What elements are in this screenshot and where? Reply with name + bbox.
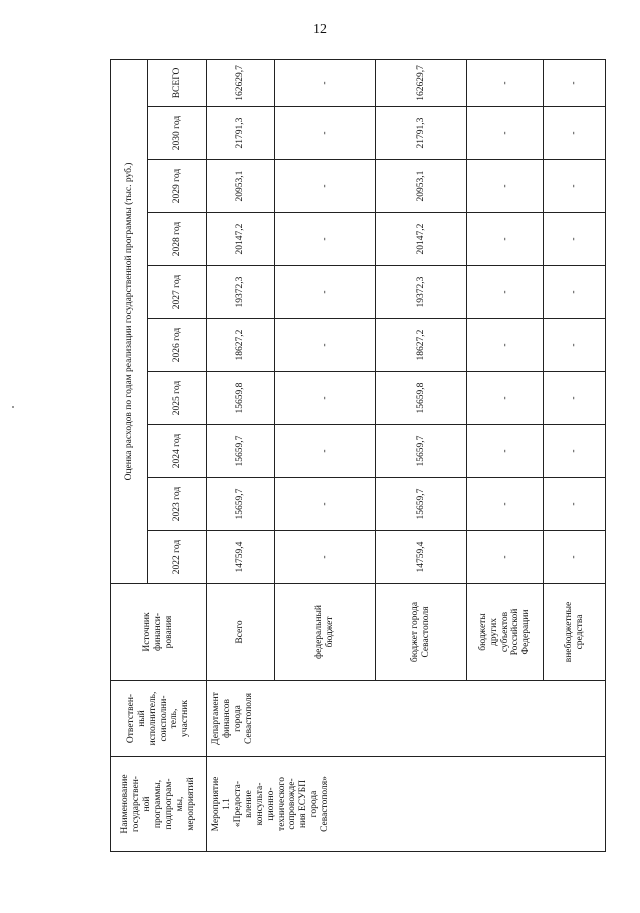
- value-cell: 162629,7: [376, 59, 467, 106]
- value-cell: -: [467, 319, 544, 372]
- value-cell: -: [275, 59, 376, 106]
- value-cell: -: [544, 478, 606, 531]
- value-cell: -: [275, 160, 376, 213]
- value-cell: -: [275, 531, 376, 584]
- value-cell: -: [544, 59, 606, 106]
- value-cell: -: [544, 531, 606, 584]
- header-year: 2027 год: [148, 266, 207, 319]
- header-year: 2024 год: [148, 425, 207, 478]
- header-year: 2022 год: [148, 531, 207, 584]
- header-year: 2030 год: [148, 107, 207, 160]
- value-cell: -: [467, 478, 544, 531]
- value-cell: -: [467, 59, 544, 106]
- value-cell: 15659,8: [207, 372, 275, 425]
- header-estimate: Оценка расходов по годам реализации государственной программы (тыс. руб.): [111, 59, 148, 583]
- rotated-table-container: [110, 60, 605, 852]
- page-number: 12: [313, 22, 327, 37]
- header-total: ВСЕГО: [148, 59, 207, 106]
- header-year: 2023 год: [148, 478, 207, 531]
- value-cell: -: [467, 213, 544, 266]
- value-cell: 20953,1: [207, 160, 275, 213]
- header-name: Наименование государствен- ной программы, подпрограм- мы, мероприятий: [111, 757, 207, 852]
- source-cell: бюджет города Севастополя: [376, 584, 467, 681]
- value-cell: 21791,3: [376, 107, 467, 160]
- value-cell: -: [275, 266, 376, 319]
- value-cell: 14759,4: [207, 531, 275, 584]
- value-cell: 18627,2: [207, 319, 275, 372]
- value-cell: 19372,3: [207, 266, 275, 319]
- value-cell: -: [467, 372, 544, 425]
- value-cell: 15659,7: [376, 425, 467, 478]
- header-row-1: [111, 59, 148, 851]
- event-responsible: Департамент финансов города Севастополя: [207, 681, 606, 757]
- value-cell: -: [467, 531, 544, 584]
- value-cell: -: [275, 213, 376, 266]
- event-name: Мероприятие 1.1 «Предоста- вление консульта- ционно- технического сопровожде- ния ЕСУБП города Севастополя»: [207, 757, 606, 852]
- value-cell: -: [275, 107, 376, 160]
- value-cell: 19372,3: [376, 266, 467, 319]
- value-cell: 162629,7: [207, 59, 275, 106]
- header-responsible: Ответствен- ный исполнитель, соисполни- тель, участник: [111, 681, 207, 757]
- table-row: [207, 59, 275, 851]
- source-cell: федеральный бюджет: [275, 584, 376, 681]
- value-cell: 20147,2: [376, 213, 467, 266]
- value-cell: -: [467, 266, 544, 319]
- value-cell: 15659,7: [207, 478, 275, 531]
- rotated-content: [110, 60, 605, 852]
- value-cell: -: [275, 319, 376, 372]
- source-cell: внебюджетные средства: [544, 584, 606, 681]
- value-cell: -: [275, 478, 376, 531]
- value-cell: -: [467, 160, 544, 213]
- value-cell: -: [467, 425, 544, 478]
- value-cell: -: [467, 107, 544, 160]
- value-cell: -: [544, 425, 606, 478]
- financing-table: [110, 59, 606, 852]
- value-cell: 15659,7: [207, 425, 275, 478]
- value-cell: -: [544, 372, 606, 425]
- value-cell: 20953,1: [376, 160, 467, 213]
- value-cell: -: [544, 160, 606, 213]
- value-cell: 14759,4: [376, 531, 467, 584]
- value-cell: -: [544, 319, 606, 372]
- header-year: 2025 год: [148, 372, 207, 425]
- value-cell: 18627,2: [376, 319, 467, 372]
- source-cell: бюджеты других субъектов Российской Федерации: [467, 584, 544, 681]
- source-cell: Всего: [207, 584, 275, 681]
- header-year: 2029 год: [148, 160, 207, 213]
- value-cell: 15659,7: [376, 478, 467, 531]
- scan-artifact-dot: [12, 406, 14, 408]
- value-cell: 20147,2: [207, 213, 275, 266]
- value-cell: -: [275, 372, 376, 425]
- value-cell: -: [544, 213, 606, 266]
- value-cell: -: [275, 425, 376, 478]
- value-cell: -: [544, 266, 606, 319]
- header-year: 2026 год: [148, 319, 207, 372]
- value-cell: 15659,8: [376, 372, 467, 425]
- value-cell: -: [544, 107, 606, 160]
- value-cell: 21791,3: [207, 107, 275, 160]
- header-source: Источник финанси- рования: [111, 584, 207, 681]
- header-year: 2028 год: [148, 213, 207, 266]
